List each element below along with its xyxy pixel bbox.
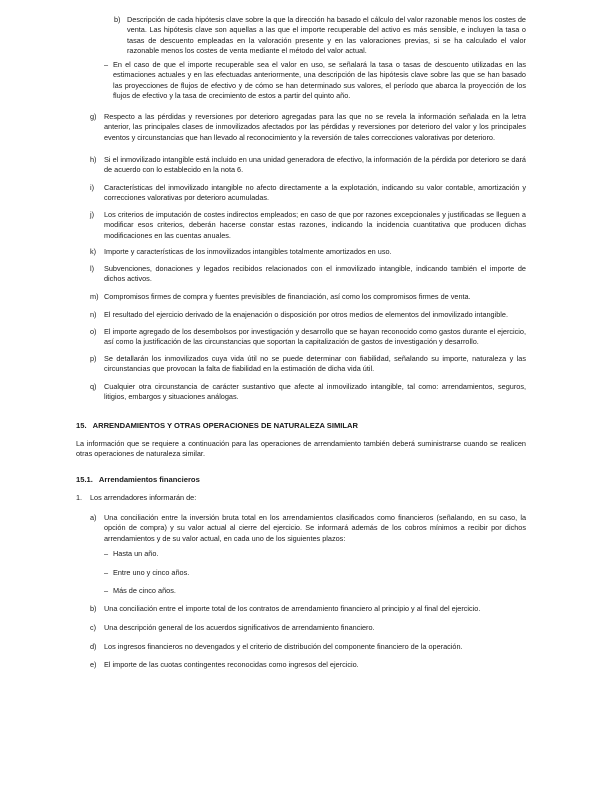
item-text: El importe agregado de los desembolsos por investigación y desarrollo que se hayan reconocido como gastos durante el ejercicio, así como la justificación de las circunstancias que soportan la capitalización de gastos de investigación y desarrollo. xyxy=(104,327,526,347)
item-text: Una descripción general de los acuerdos significativos de arrendamiento financiero. xyxy=(104,623,375,632)
item-text: Importe y características de los inmovilizados intangibles totalmente amortizados en uso. xyxy=(104,247,392,256)
item-label: g) xyxy=(90,112,97,121)
item-label: d) xyxy=(90,642,97,651)
list-item xyxy=(114,15,526,56)
item-text: Subvenciones, donaciones y legados recibidos relacionados con el inmovilizado intangible, indicando también el importe de dichos activos. xyxy=(104,264,526,284)
item-label: h) xyxy=(90,155,97,164)
list-item xyxy=(90,354,526,375)
item-label: m) xyxy=(90,292,99,301)
list-item xyxy=(90,264,526,285)
item-label: p) xyxy=(90,354,97,363)
dash-label: – xyxy=(104,549,109,558)
list-item xyxy=(90,513,526,544)
list-item xyxy=(90,155,526,176)
dash-item xyxy=(104,549,404,559)
item-text: Respecto a las pérdidas y reversiones por deterioro agregadas para las que no se revela la información señalada en la letra anterior, las principales clases de inmovilizados afectados por las pérdidas y reversiones por deterioro del valor y los principales eventos y circunstancias que han llevado al reconocimiento y la reversión de tales correcciones valorativas por deterioro. xyxy=(104,112,526,142)
subsection-heading: 15.1. Arrendamientos financieros xyxy=(76,475,200,484)
list-item xyxy=(90,292,526,302)
dash-item xyxy=(104,568,404,578)
item-label: o) xyxy=(90,327,97,336)
item-label: j) xyxy=(90,210,95,219)
item-label: b) xyxy=(90,604,97,613)
item-text: Cualquier otra circunstancia de carácter sustantivo que afecte al inmovilizado intangible, tal como: arrendamientos, seguros, litigios, embargos y situaciones análogas. xyxy=(104,382,526,402)
item-text: El importe de las cuotas contingentes reconocidas como ingresos del ejercicio. xyxy=(104,660,359,669)
item-label: q) xyxy=(90,382,97,391)
item-label: l) xyxy=(90,264,95,273)
list-item xyxy=(90,310,526,320)
item-label: i) xyxy=(90,183,95,192)
dash-text: Más de cinco años. xyxy=(113,586,176,595)
dash-text: Entre uno y cinco años. xyxy=(113,568,190,577)
item-text: En el caso de que el importe recuperable sea el valor en uso, se señalará la tasa o tasas de descuento utilizadas en las estimaciones actuales y en las efectuadas anteriormente, una descripción de las hipótesis clave sobre las que se han basado las proyecciones de flujos de efectivo y de cómo se han determinado sus valores, el período que abarca la proyección de los flujos de efectivo y la tasa de crecimiento de estos a partir del quinto año. xyxy=(113,60,526,100)
dash-item xyxy=(104,586,404,596)
list-item xyxy=(90,247,526,257)
list-item xyxy=(90,660,526,670)
item-text: Una conciliación entre el importe total de los contratos de arrendamiento financiero al principio y al final del ejercicio. xyxy=(104,604,481,613)
item-label: e) xyxy=(90,660,97,669)
dash-label: – xyxy=(104,586,109,595)
item-text: Características del inmovilizado intangible no afecto directamente a la explotación, indicando su valor contable, amortización y correcciones valorativas por deterioro acumuladas. xyxy=(104,183,526,203)
item-label: c) xyxy=(90,623,97,632)
intro-text: La información que se requiere a continuación para las operaciones de arrendamiento también deberá suministrarse cuando se realicen otras operaciones de naturaleza similar. xyxy=(76,439,526,459)
section-intro xyxy=(76,439,526,460)
list-item xyxy=(90,623,526,633)
item-text: Los criterios de imputación de costes indirectos empleados; en caso de que por razones excepcionales y justificadas se lleguen a modificar esos criterios, deberán hacerse constar estas razones, indicando la incidencia cuantitativa que producen dichas modificaciones en las cuentas anuales. xyxy=(104,210,526,240)
list-item xyxy=(90,382,526,403)
item-label: b) xyxy=(114,15,121,24)
section-heading: 15. ARRENDAMIENTOS Y OTRAS OPERACIONES DE NATURALEZA SIMILAR xyxy=(76,421,358,430)
point-label: 1. xyxy=(76,493,83,502)
point-text: Los arrendadores informarán de: xyxy=(90,493,197,502)
item-text: El resultado del ejercicio derivado de la enajenación o disposición por otros medios de elementos del inmovilizado intangible. xyxy=(104,310,509,319)
list-item xyxy=(90,604,526,614)
list-item xyxy=(90,642,526,652)
list-item xyxy=(104,60,526,101)
item-text: Si el inmovilizado intangible está incluido en una unidad generadora de efectivo, la información de la pérdida por deterioro se dará de acuerdo con lo establecido en la nota 6. xyxy=(104,155,526,175)
item-text: Los ingresos financieros no devengados y el criterio de distribución del componente financiero de la operación. xyxy=(104,642,463,651)
item-text: Descripción de cada hipótesis clave sobre la que la dirección ha basado el cálculo del valor razonable menos los costes de venta. Las hipótesis clave son aquellas a las que el importe recuperable del activo es más sensible, e incluyen la tasa o tasas de descuento empleadas en la valoración presente y en las valoraciones previas, si se ha calculado el valor razonable menos los costes de venta mediante el método del valor actual. xyxy=(127,15,526,55)
dash-text: Hasta un año. xyxy=(113,549,159,558)
list-item xyxy=(90,183,526,204)
list-item xyxy=(90,327,526,348)
item-label: – xyxy=(104,60,109,69)
list-item xyxy=(90,210,526,241)
item-label: a) xyxy=(90,513,97,522)
item-label: n) xyxy=(90,310,97,319)
numbered-point xyxy=(76,493,526,503)
item-text: Una conciliación entre la inversión bruta total en los arrendamientos clasificados como financieros (señalando, en su caso, la opción de compra) y su valor actual al cierre del ejercicio. Se informará además de los cobros mínimos a recibir por dichos arrendamientos y de su valor actual, en cada uno de los siguientes plazos: xyxy=(104,513,526,543)
list-item xyxy=(90,112,526,143)
item-text: Compromisos firmes de compra y fuentes previsibles de financiación, así como los compromisos firmes de venta. xyxy=(104,292,471,301)
item-text: Se detallarán los inmovilizados cuya vida útil no se puede determinar con fiabilidad, señalando su importe, naturaleza y las circunstancias que provocan la falta de fiabilidad en la estimación de dicha vida útil. xyxy=(104,354,526,374)
dash-label: – xyxy=(104,568,109,577)
item-label: k) xyxy=(90,247,97,256)
